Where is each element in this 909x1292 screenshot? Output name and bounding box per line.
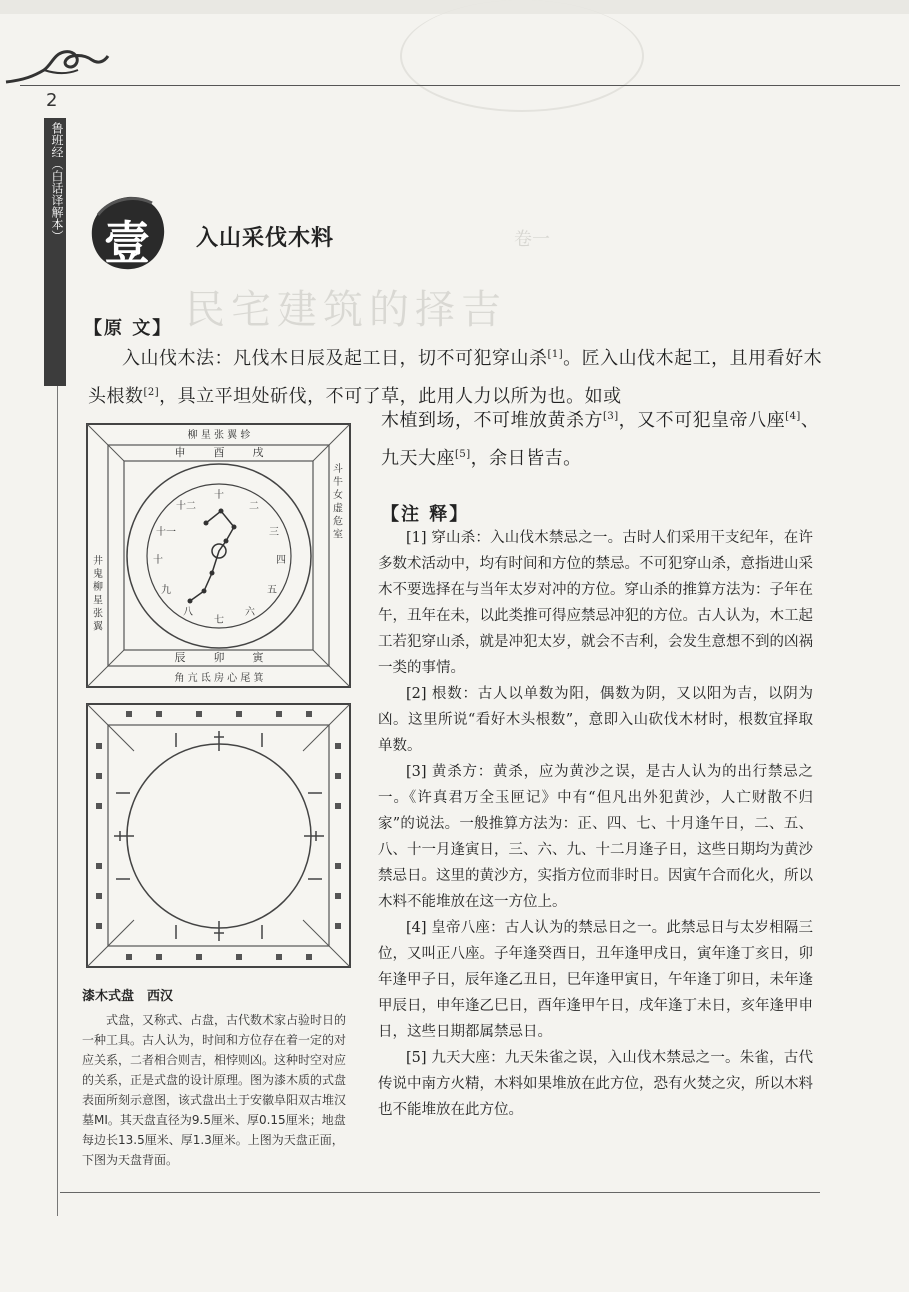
- note-item: [3] 黄杀方：黄杀，应为黄沙之误，是古人认为的出行禁忌之一。《许真君万全玉匣记》中有“但凡出外犯黄沙，人亡财散不归家”的说法。一般推算方法为：正、四、七、十月逢午日，二、五、八、十一月逢寅日，三、六、九、十二月逢子日，这些日期均为黄沙禁忌日。这里的黄沙方，实指方位而非时日。因寅午合而化火，所以木料不能堆放在这一方位上。: [378, 764, 813, 910]
- running-title: 鲁班经（白话译解本）: [50, 122, 64, 242]
- board-right-col: 斗 牛 女 虚 危 室: [330, 463, 342, 539]
- ring-number: 九: [161, 585, 171, 596]
- notes-label: 【注 释】: [381, 504, 470, 525]
- figure-caption-title: 漆木式盘 西汉: [82, 989, 174, 1004]
- ring-number: 十二: [176, 501, 196, 512]
- footer-rule: [60, 1192, 820, 1193]
- original-label: 【原 文】: [84, 318, 173, 339]
- figure-caption-text: 式盘，又称式、占盘，古代数术家占验时日的一种工具。古人认为，时间和方位存在着一定的对应关系，二者相合则吉，相悖则凶。这种时空对应的关系，正是式盘的设计原理。图为漆木质的式盘表面所刻示意图，该式盘出土于安徽阜阳双古堆汉墓MI。其天盘直径为9.5厘米、厚0.15厘米；地盘每边长13.5厘米、厚1.3厘米。上图为天盘正面，下图为天盘背面。: [82, 1013, 347, 1167]
- ring-number: 七: [214, 615, 224, 626]
- ring-number: 三: [269, 527, 279, 538]
- board-top-row: 柳 星 张 翼 轸: [187, 430, 251, 441]
- branch-xu: 戌: [252, 446, 264, 459]
- original-text-1: 入山伐木法：凡伐木日辰及起工日，切不可犯穿山杀[1]。匠入山伐木起工，且用看好木头根数[2]，具立平坦处斫伐，不可了草，此用人力以所为也。如或: [88, 348, 823, 407]
- board-bottom-row: 角 亢 氐 房 心 尾 箕: [174, 673, 264, 684]
- branch-shen: 申: [174, 446, 186, 459]
- note-item: [2] 根数：古人以单数为阳，偶数为阴，又以阳为吉，以阴为凶。这里所说“看好木头根数”，意即入山砍伐木材时，根数宜择取单数。: [378, 686, 813, 754]
- ring-number: 六: [245, 607, 255, 618]
- note-item: [5] 九天大座：九天朱雀之误，入山伐木禁忌之一。朱雀，古代传说中南方火精，木料如果堆放在此方位，恐有火焚之灾，所以木料也不能堆放在此方位。: [378, 1050, 813, 1118]
- ring-number: 四: [276, 555, 286, 566]
- ring-number: 五: [267, 585, 277, 596]
- divination-board-back: [86, 703, 351, 968]
- branch-mao: 卯: [213, 651, 225, 664]
- bleed-through-title: 民宅建筑的择吉: [185, 287, 507, 333]
- note-item: [1] 穿山杀：入山伐木禁忌之一。古时人们采用干支纪年，在许多数术活动中，均有时间和方位的禁忌。不可犯穿山杀，意指进山采木不要选择在与当年太岁对冲的方位。穿山杀的推算方法为：子年在午，丑年在未，以此类推可得应禁忌冲犯的方位。古人认为，木工起工若犯穿山杀，就是冲犯太岁，就会不吉利，会发生意想不到的凶祸一类的事情。: [378, 530, 813, 676]
- cloud-ornament-icon: [4, 40, 114, 90]
- page-number: 2: [46, 90, 58, 111]
- bleed-through-seal: [400, 0, 644, 112]
- ring-number: 八: [183, 607, 193, 618]
- notes-list: [378, 525, 813, 1123]
- bleed-through-label: 卷一: [514, 229, 550, 250]
- branch-chen: 辰: [174, 651, 186, 664]
- ring-number: 十: [214, 490, 224, 501]
- header-rule: [20, 85, 900, 86]
- section-number: 壹: [104, 216, 150, 270]
- ring-number: 十一: [156, 527, 176, 538]
- board-left-col: 井 鬼 柳 星 张 翼: [90, 555, 102, 631]
- ring-number: 十: [153, 555, 163, 566]
- original-text-2: 木植到场，不可堆放黄杀方[3]，又不可犯皇帝八座[4]、九天大座[5]，余日皆吉。: [381, 410, 820, 469]
- branch-you: 酉: [213, 446, 225, 459]
- note-item: [4] 皇帝八座：古人认为的禁忌日之一。此禁忌日与太岁相隔三位，又叫正八座。子年逢癸酉日，丑年逢甲戌日，寅年逢丁亥日，卯年逢甲子日，辰年逢乙丑日，巳年逢甲寅日，午年逢丁卯日，未年逢甲辰日，申年逢乙巳日，酉年逢甲午日，戌年逢丁未日，亥年逢甲申日，这些日期都属禁忌日。: [378, 920, 813, 1040]
- ring-number: 二: [249, 501, 259, 512]
- branch-yin: 寅: [252, 651, 264, 664]
- margin-rule: [57, 386, 58, 1216]
- section-title: 入山采伐木料: [196, 225, 335, 251]
- divination-board-top: [86, 423, 351, 688]
